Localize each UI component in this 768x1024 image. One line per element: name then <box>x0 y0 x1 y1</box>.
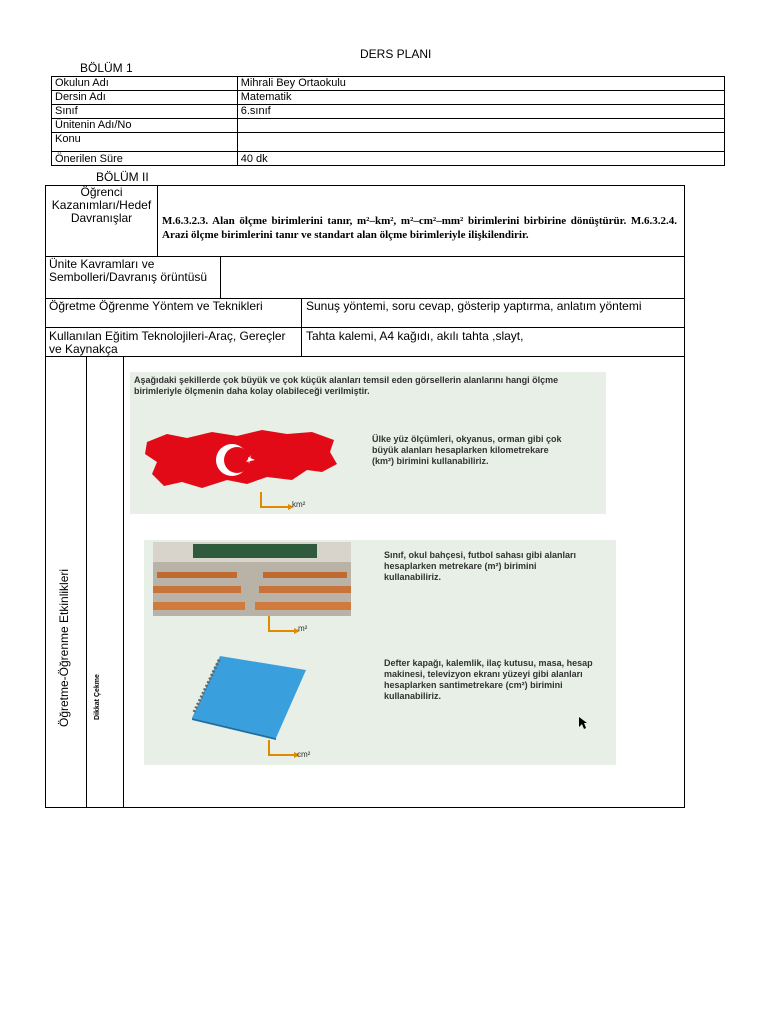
section1-label: BÖLÜM 1 <box>80 61 133 75</box>
divider <box>220 256 221 298</box>
kazanim-text: M.6.3.2.3. Alan ölçme birimlerini tanır, m²–km², m²–cm²–mm² birimlerini birbirine dönüştürür. M.6.3.2.4. Arazi ölçme birimlerini tanır ve standart alan ölçme birimleriyle ilişkilendirir. <box>162 215 677 241</box>
panel2-text: Sınıf, okul bahçesi, futbol sahası gibi alanları hesaplarken metrekare (m²) birimini kullanabiliriz. <box>384 550 577 582</box>
teknoloji-value: Tahta kalemi, A4 kağıdı, akılı tahta ,slayt, <box>306 329 524 343</box>
unite-label: Ünite Kavramları ve Sembolleri/Davranış örüntüsü <box>49 257 208 284</box>
dikkat-label: Dikkat Çekme <box>94 674 101 720</box>
teknoloji-label: Kullanılan Eğitim Teknolojileri-Araç, Gereçler ve Kaynakça <box>49 329 286 356</box>
table-row <box>52 119 725 133</box>
table-row <box>52 152 725 166</box>
row-value <box>237 133 724 152</box>
etkinlik-label: Öğretme-Öğrenme Etkinlikleri <box>57 568 71 727</box>
unit-km2: km² <box>292 500 306 509</box>
yontem-value: Sunuş yöntemi, soru cevap, gösterip yaptırma, anlatım yöntemi <box>306 299 642 313</box>
divider <box>86 356 87 808</box>
divider <box>123 356 124 808</box>
image-panel-km2 <box>130 372 606 514</box>
row-value: Mihrali Bey Ortaokulu <box>237 77 724 91</box>
row-value: 40 dk <box>237 152 724 166</box>
unit-cm2: cm² <box>297 750 311 759</box>
table-row <box>52 133 725 152</box>
image-panel-m2-cm2 <box>144 540 616 765</box>
arrow-icon <box>268 740 294 756</box>
classroom-photo-icon <box>153 542 351 616</box>
turkey-map-icon <box>142 422 342 497</box>
cursor-icon <box>578 716 588 730</box>
notebook-icon <box>190 652 308 740</box>
row-key: Dersin Adı <box>52 91 238 105</box>
divider <box>45 327 685 328</box>
kazanim-label: Öğrenci Kazanımları/Hedef Davranışlar <box>51 185 152 225</box>
row-key: Okulun Adı <box>52 77 238 91</box>
yontem-label: Öğretme Öğrenme Yöntem ve Teknikleri <box>49 299 263 313</box>
panel1-text: Ülke yüz ölçümleri, okyanus, orman gibi çok büyük alanları hesaplarken kilometrekare (km²) birimini kullanabiliriz. <box>372 434 562 466</box>
row-value: 6.sınıf <box>237 105 724 119</box>
table-row <box>52 91 725 105</box>
section1-table <box>51 76 725 166</box>
panel3-text: Defter kapağı, kalemlik, ilaç kutusu, masa, hesap makinesi, televizyon ekranı yüzeyi gibi alanları hesaplarken santimetrekare (cm²) birimini kullanabiliriz. <box>384 658 593 701</box>
page-title: DERS PLANI <box>360 47 432 61</box>
arrow-icon <box>260 492 288 508</box>
divider <box>45 356 685 357</box>
table-row <box>52 105 725 119</box>
row-key: Konu <box>52 133 238 152</box>
row-key: Önerilen Süre <box>52 152 238 166</box>
arrow-icon <box>268 616 294 632</box>
intro-text: Aşağıdaki şekillerde çok büyük ve çok küçük alanları temsil eden görsellerin alanlarını hangi ölçme birimleriyle ölçmenin daha kolay olabileceği verilmiştir. <box>134 375 559 396</box>
table-row <box>52 77 725 91</box>
row-key: Ünitenin Adı/No <box>52 119 238 133</box>
row-key: Sınıf <box>52 105 238 119</box>
row-value <box>237 119 724 133</box>
row-value: Matematik <box>237 91 724 105</box>
unit-m2: m² <box>298 624 308 633</box>
section2-label: BÖLÜM II <box>96 170 149 184</box>
